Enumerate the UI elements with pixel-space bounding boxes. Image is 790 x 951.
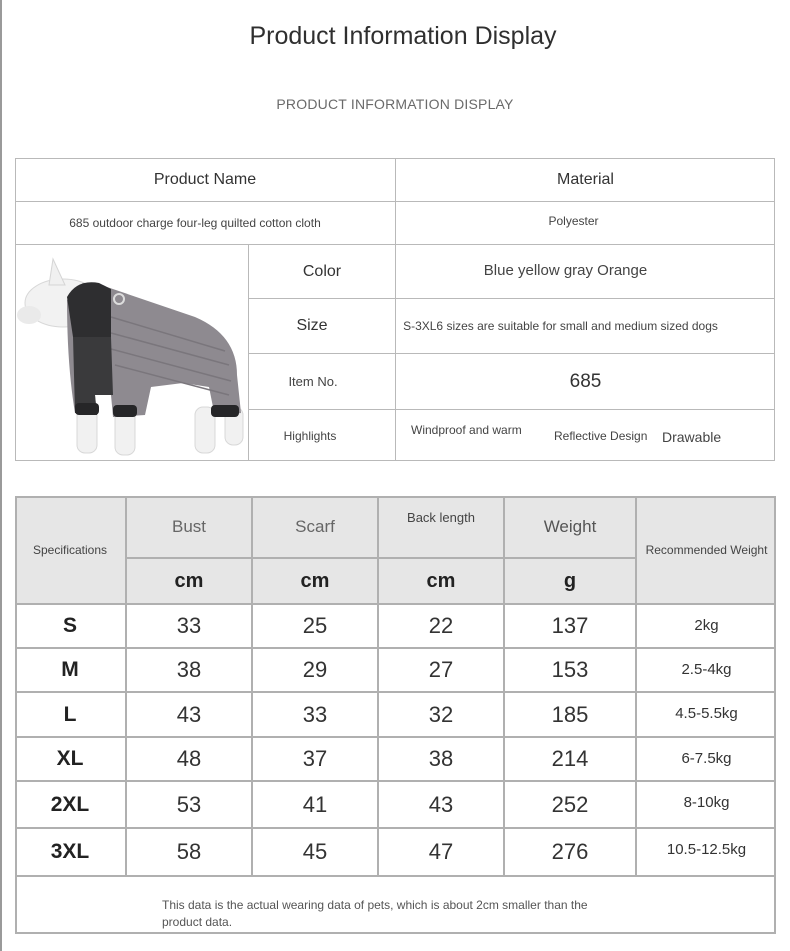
color-label-text: Color: [302, 262, 342, 280]
size-chart-table: [15, 496, 776, 934]
size-value: S-3XL6 sizes are suitable for small and medium sized dogs: [395, 298, 775, 353]
recommended-weight-cell: 10.5-12.5kg: [635, 827, 776, 875]
back-length-cell: 43: [377, 780, 503, 827]
highlight-windproof: Windproof and warm: [411, 423, 522, 437]
highlights-value: [395, 409, 775, 461]
bust-header: Bust: [125, 496, 251, 557]
product-name-value: 685 outdoor charge four-leg quilted cotton cloth: [15, 201, 395, 244]
size-cell: M: [15, 647, 125, 691]
weight-cell: 137: [503, 603, 635, 647]
bust-cell: 53: [125, 780, 251, 827]
dog-coat-image: [15, 245, 248, 461]
weight-cell: 214: [503, 736, 635, 780]
highlight-drawable: Drawable: [662, 429, 722, 445]
highlight-reflective: Reflective Design: [554, 429, 648, 443]
scarf-cell: 29: [251, 647, 377, 691]
color-label: [248, 244, 395, 298]
recommended-weight-header: Recommended Weight: [635, 496, 776, 603]
bust-cell: 58: [125, 827, 251, 875]
back-length-cell: 47: [377, 827, 503, 875]
scarf-cell: 25: [251, 603, 377, 647]
product-name-header: Product Name: [153, 170, 257, 188]
weight-cell: 276: [503, 827, 635, 875]
unit-bust: cm: [125, 557, 251, 603]
bust-cell: 48: [125, 736, 251, 780]
unit-weight: g: [503, 557, 635, 603]
weight-header: Weight: [503, 496, 635, 557]
left-edge-rule: [0, 0, 2, 951]
recommended-weight-cell: 2kg: [635, 603, 776, 647]
weight-cell: 153: [503, 647, 635, 691]
size-cell: XL: [15, 736, 125, 780]
back-length-cell: 38: [377, 736, 503, 780]
recommended-weight-cell: 6-7.5kg: [635, 736, 776, 780]
weight-cell: 252: [503, 780, 635, 827]
material-value: Polyester: [395, 201, 775, 244]
item-value: 685: [395, 353, 775, 409]
recommended-weight-cell: 2.5-4kg: [635, 647, 776, 691]
size-label: Size: [248, 298, 395, 353]
size-note: This data is the actual wearing data of pets, which is about 2cm smaller than the product data.: [162, 898, 588, 929]
recommended-weight-cell: 8-10kg: [635, 780, 776, 827]
scarf-cell: 37: [251, 736, 377, 780]
size-cell: L: [15, 691, 125, 736]
size-cell: 2XL: [15, 780, 125, 827]
color-value: Blue yellow gray Orange: [395, 244, 775, 298]
product-info-table: [15, 158, 775, 461]
scarf-cell: 41: [251, 780, 377, 827]
scarf-cell: 45: [251, 827, 377, 875]
size-cell: S: [15, 603, 125, 647]
bust-cell: 38: [125, 647, 251, 691]
scarf-header: Scarf: [251, 496, 377, 557]
weight-cell: 185: [503, 691, 635, 736]
highlights-label: Highlights: [248, 409, 395, 461]
bust-cell: 43: [125, 691, 251, 736]
recommended-weight-cell: 4.5-5.5kg: [635, 691, 776, 736]
unit-back: cm: [377, 557, 503, 603]
back-length-cell: 32: [377, 691, 503, 736]
item-label: Item No.: [248, 353, 395, 409]
specifications-header: Specifications: [15, 496, 125, 603]
back-length-cell: 27: [377, 647, 503, 691]
scarf-cell: 33: [251, 691, 377, 736]
material-header: Material: [395, 158, 775, 201]
unit-scarf: cm: [251, 557, 377, 603]
bust-cell: 33: [125, 603, 251, 647]
page-title: Product Information Display: [249, 22, 557, 50]
back-length-cell: 22: [377, 603, 503, 647]
product-image-cell: [15, 244, 248, 461]
page-subtitle: PRODUCT INFORMATION DISPLAY: [276, 96, 514, 112]
size-cell: 3XL: [15, 827, 125, 875]
back-length-header: Back length: [377, 496, 503, 557]
